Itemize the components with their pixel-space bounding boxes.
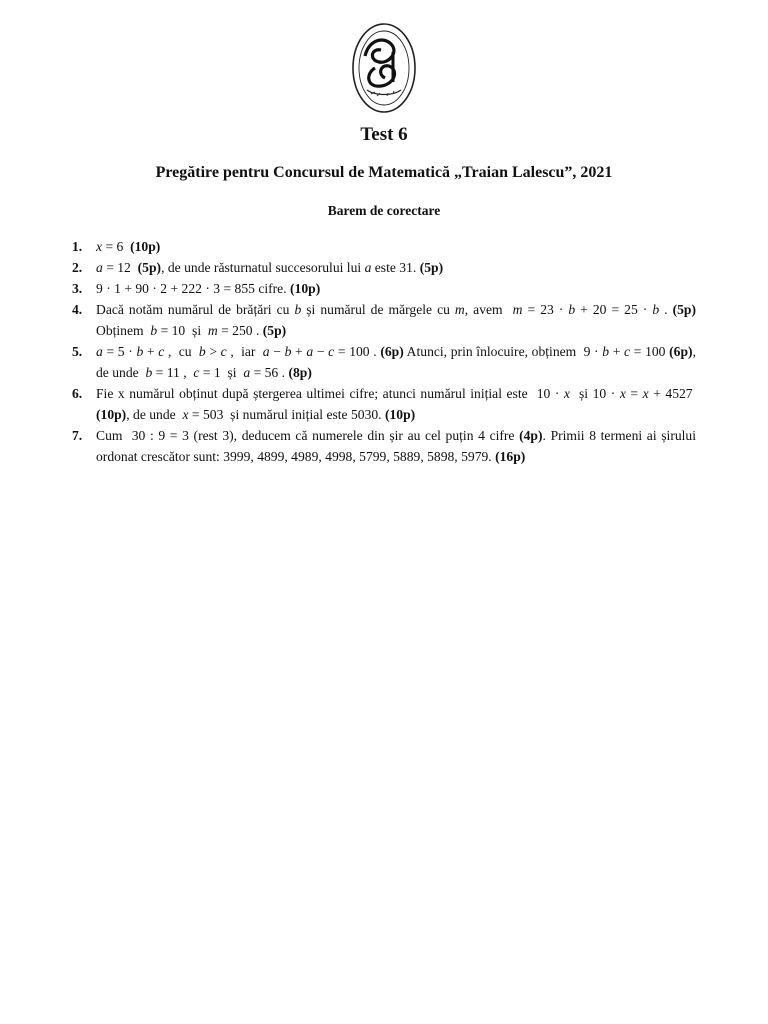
item-text: 9 · 1 + 90 · 2 + 222 · 3 = 855 cifre. (10p)	[96, 281, 321, 296]
item-text: x = 6 (10p)	[96, 239, 161, 254]
item-text: Fie x numărul obținut după ștergerea ultimei cifre; atunci numărul inițial este 10 · x și 10 · x = x + 4527 (10p), de unde x = 503 și numărul inițial este 5030. (10p)	[96, 386, 696, 422]
item-number: 3.	[72, 281, 83, 296]
answer-item	[72, 425, 696, 467]
answer-item	[72, 236, 696, 257]
item-text: a = 5 · b + c , cu b > c , iar a − b + a − c = 100 . (6p) Atunci, prin înlocuire, obținem 9 · b + c = 100 (6p), de unde b = 11 , c = 1 și a = 56 . (8p)	[96, 344, 696, 380]
section-heading: Barem de corectare	[327, 203, 441, 218]
item-text: Cum 30 : 9 = 3 (rest 3), deducem că numerele din șir au cel puțin 4 cifre (4p). Primii 8 termeni ai șirului ordonat crescător sunt: 3999, 4899, 4989, 4998, 5799, 5889, 5898, 5979. (16p)	[96, 428, 696, 464]
item-number: 1.	[72, 239, 83, 254]
school-logo	[351, 22, 417, 118]
answer-item	[72, 278, 696, 299]
answer-item	[72, 341, 696, 383]
answer-item	[72, 257, 696, 278]
answer-key-list	[72, 236, 696, 467]
item-number: 6.	[72, 386, 83, 401]
item-text: a = 12 (5p), de unde răsturnatul succesorului lui a este 31. (5p)	[96, 260, 444, 275]
item-number: 5.	[72, 344, 83, 359]
item-number: 4.	[72, 302, 83, 317]
answer-item	[72, 299, 696, 341]
item-number: 7.	[72, 428, 83, 443]
competition-subtitle: Pregătire pentru Concursul de Matematică „Traian Lalescu”, 2021	[155, 164, 613, 181]
item-number: 2.	[72, 260, 83, 275]
item-text: Dacă notăm numărul de brățări cu b și numărul de mărgele cu m, avem m = 23 · b + 20 = 25 · b . (5p) Obținem b = 10 și m = 250 . (5p)	[96, 302, 696, 338]
test-title: Test 6	[360, 124, 408, 145]
answer-item	[72, 383, 696, 425]
